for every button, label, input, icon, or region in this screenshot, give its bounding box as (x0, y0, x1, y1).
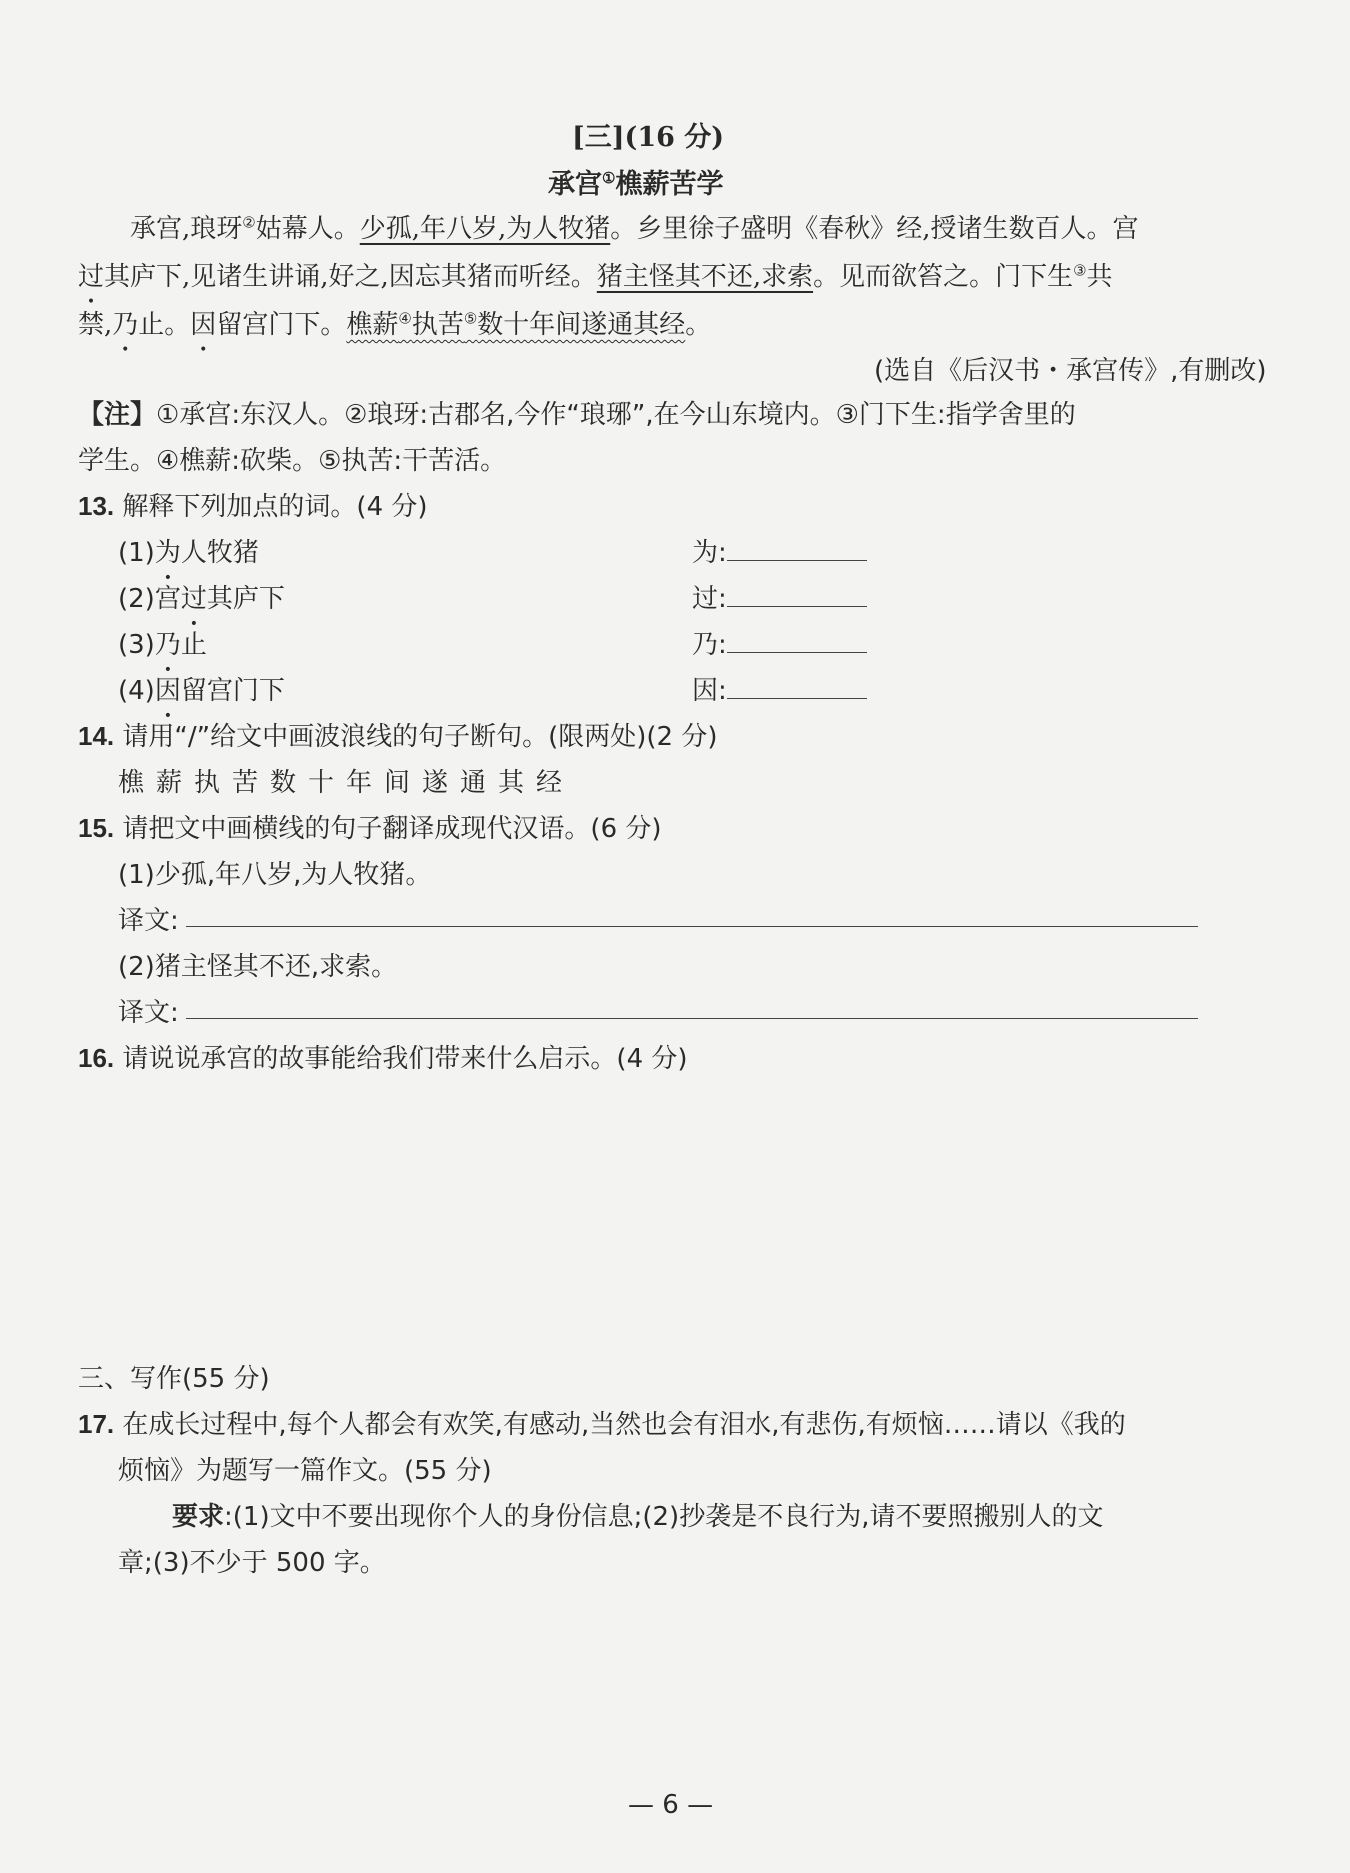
passage-line-2: 过其庐下,见诸生讲诵,好之,因忘其猪而听经。猪主怪其不还,求索。见而欲笞之。门下生③共 (78, 261, 1113, 292)
translation-answer-line[interactable] (186, 926, 1198, 927)
dotted-word: 乃 (112, 310, 139, 340)
question-number: 14. (78, 721, 115, 751)
q13-item-2: (2)宫过其庐下 (118, 584, 285, 614)
q15-sentence-2: (2)猪主怪其不还,求索。 (118, 952, 398, 982)
passage-line-3: 禁,乃止。因留宫门下。樵薪④执苦⑤数十年间遂通其经。 (78, 309, 712, 340)
q13-answer-3: 乃: (692, 624, 867, 661)
q15-translation-label-1: 译文: (118, 906, 179, 936)
footnote-mark: ② (242, 213, 256, 232)
passage-source: (选自《后汉书・承宫传》,有删改) (874, 356, 1267, 386)
q13-answer-4: 因: (692, 670, 867, 707)
q15-sentence-1: (1)少孤,年八岁,为人牧猪。 (118, 860, 432, 890)
wavy-underlined-sentence: 樵薪④执苦⑤数十年间遂通其经 (346, 309, 686, 340)
requirements-line-1: 要求:(1)文中不要出现你个人的身份信息;(2)抄袭是不良行为,请不要照搬别人的文 (172, 1502, 1104, 1532)
question-number: 15. (78, 813, 115, 843)
footnote-mark: ③ (1073, 261, 1087, 280)
dotted-word: 过 (180, 584, 207, 614)
title-text: 樵薪苦学 (615, 169, 724, 200)
q13-answer-2: 过: (692, 578, 867, 615)
notes-line-1: 【注】①承宫:东汉人。②琅玡:古郡名,今作“琅琊”,在今山东境内。③门下生:指学舍里的 (78, 400, 1076, 430)
dotted-word: 因 (154, 676, 181, 706)
question-13: 13. 解释下列加点的词。(4 分) (78, 491, 428, 522)
question-number: 16. (78, 1043, 115, 1073)
translation-answer-line[interactable] (186, 1018, 1198, 1019)
q13-item-4: (4)因留宫门下 (118, 676, 285, 706)
requirements-label: 要求 (172, 1502, 225, 1532)
question-16: 16. 请说说承宫的故事能给我们带来什么启示。(4 分) (78, 1043, 688, 1074)
question-number: 17. (78, 1409, 115, 1439)
q13-item-1: (1)为人牧猪 (118, 538, 259, 568)
underlined-sentence-1: 少孤,年八岁,为人牧猪 (359, 214, 611, 244)
dotted-word: 乃 (154, 630, 181, 660)
requirements-line-2: 章;(3)不少于 500 字。 (118, 1548, 386, 1578)
passage-line-1: 承宫,琅玡②姑幕人。少孤,年八岁,为人牧猪。乡里徐子盛明《春秋》经,授诸生数百人。宫 (130, 213, 1139, 244)
title-text: 承宫 (548, 169, 602, 200)
notes-line-2: 学生。④樵薪:砍柴。⑤执苦:干苦活。 (78, 446, 507, 476)
answer-blank[interactable] (727, 584, 867, 607)
section-header: [三](16 分) (572, 122, 725, 153)
answer-blank[interactable] (727, 538, 867, 561)
question-15: 15. 请把文中画横线的句子翻译成现代汉语。(6 分) (78, 813, 662, 844)
q14-sentence: 樵薪执苦数十年间遂通其经 (118, 768, 575, 798)
notes-label: 【注】 (78, 400, 157, 430)
dotted-word: 过 (78, 262, 105, 292)
writing-section-header: 三、写作(55 分) (78, 1364, 270, 1394)
page-number: — 6 — (628, 1790, 714, 1820)
footnote-mark: ① (602, 169, 616, 187)
question-17-line-2: 烦恼》为题写一篇作文。(55 分) (118, 1456, 492, 1486)
question-14: 14. 请用“/”给文中画波浪线的句子断句。(限两处)(2 分) (78, 721, 718, 752)
q13-answer-1: 为: (692, 532, 867, 569)
passage-title (548, 162, 723, 201)
question-17-line-1: 17. 在成长过程中,每个人都会有欢笑,有感动,当然也会有泪水,有悲伤,有烦恼……请以《我的 (78, 1409, 1126, 1440)
underlined-sentence-2: 猪主怪其不还,求索 (596, 262, 814, 292)
q13-item-3: (3)乃止 (118, 630, 207, 660)
q15-translation-label-2: 译文: (118, 998, 179, 1028)
answer-blank[interactable] (727, 676, 867, 699)
answer-blank[interactable] (727, 630, 867, 653)
question-number: 13. (78, 491, 115, 521)
dotted-word: 因 (190, 310, 217, 340)
q16-answer-area[interactable] (78, 1080, 1198, 1340)
dotted-word: 为 (154, 538, 181, 568)
